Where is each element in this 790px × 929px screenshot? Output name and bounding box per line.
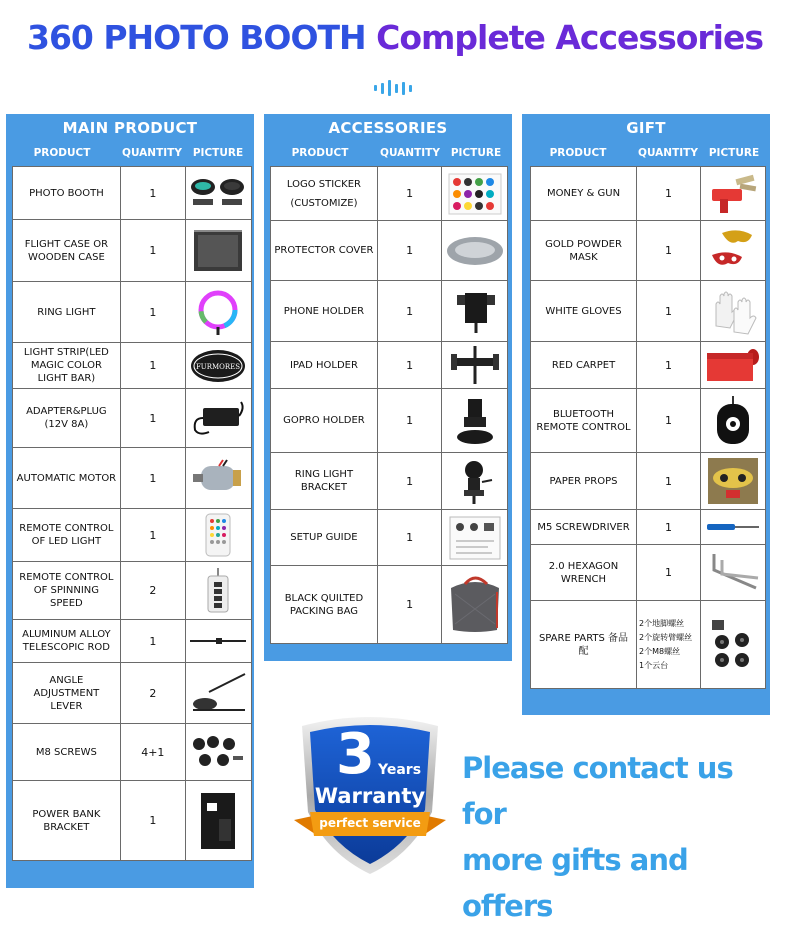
product-qty: 1: [377, 221, 442, 281]
page-title: [0, 18, 790, 57]
table-row: [271, 566, 508, 644]
accessories-table: [270, 166, 508, 644]
product-qty: 1: [377, 510, 442, 566]
spare-line: 2个旋转臂螺丝: [639, 632, 693, 642]
contact-line-2: more gifts and offers: [462, 843, 688, 923]
warranty-label: Warranty: [314, 784, 426, 808]
gloves-icon: [703, 286, 763, 336]
product-name: LOGO STICKER (CUSTOMIZE): [271, 167, 378, 221]
table-row: [13, 562, 252, 620]
table-row: [531, 167, 766, 221]
product-name: RING LIGHT BRACKET: [271, 453, 378, 510]
product-name: REMOTE CONTROL OF LED LIGHT: [13, 509, 121, 562]
paper-props-icon: [703, 456, 763, 506]
product-name: PHONE HOLDER: [271, 281, 378, 342]
product-qty: 2: [120, 562, 185, 620]
bluetooth-remote-icon: [703, 394, 763, 448]
product-name: PROTECTOR COVER: [271, 221, 378, 281]
product-qty: 1: [120, 282, 185, 343]
product-name: GOPRO HOLDER: [271, 389, 378, 453]
col-product: PRODUCT: [549, 147, 607, 159]
product-qty: 1: [637, 281, 701, 342]
angle-lever-icon: [188, 670, 249, 716]
product-name: SETUP GUIDE: [271, 510, 378, 566]
product-name: POWER BANK BRACKET: [13, 781, 121, 861]
panel-heading: GIFT: [626, 119, 666, 137]
product-name: LIGHT STRIP(LED MAGIC COLOR LIGHT BAR): [13, 343, 121, 389]
red-carpet-icon: [703, 347, 763, 383]
col-product: PRODUCT: [291, 147, 349, 159]
table-row: [13, 167, 252, 220]
adapter-icon: [188, 398, 249, 438]
table-row: [13, 663, 252, 724]
product-name: PHOTO BOOTH: [13, 167, 121, 220]
product-name: M8 SCREWS: [13, 724, 121, 781]
product-qty: 1: [377, 281, 442, 342]
light-strip-icon: [188, 347, 249, 385]
table-row: [531, 221, 766, 281]
table-row: [13, 509, 252, 562]
gift-panel: [522, 114, 770, 715]
sound-wave-icon: [374, 80, 412, 96]
product-name: MONEY & GUN: [531, 167, 637, 221]
product-name: IPAD HOLDER: [271, 342, 378, 389]
product-qty: 1: [120, 781, 185, 861]
hex-wrench-icon: [703, 550, 763, 596]
logo-sticker-icon: [444, 172, 505, 216]
product-name: ALUMINUM ALLOY TELESCOPIC ROD: [13, 620, 121, 663]
table-row: [13, 343, 252, 389]
warranty-years: Years: [378, 762, 422, 778]
table-row: [271, 510, 508, 566]
table-row: [13, 220, 252, 282]
power-bank-bracket-icon: [188, 789, 249, 853]
screws-icon: [188, 732, 249, 772]
mask-icon: [703, 227, 763, 275]
table-row: [531, 545, 766, 601]
svg-text:FURMORES: FURMORES: [196, 362, 241, 371]
product-name: PAPER PROPS: [531, 453, 637, 510]
table-row: [271, 453, 508, 510]
ring-light-icon: [188, 287, 249, 337]
warranty-ribbon: perfect service: [319, 816, 421, 830]
spare-line: 2个地脚螺丝: [639, 618, 685, 628]
product-qty: 1: [377, 389, 442, 453]
product-qty: 1: [637, 167, 701, 221]
accessories-panel: [264, 114, 512, 661]
col-picture: PICTURE: [708, 147, 760, 159]
col-quantity: QUANTITY: [380, 147, 440, 159]
telescopic-rod-icon: [188, 631, 249, 651]
gopro-holder-icon: [444, 395, 505, 447]
phone-holder-icon: [444, 287, 505, 335]
product-qty: 1: [637, 221, 701, 281]
product-name: BLACK QUILTED PACKING BAG: [271, 566, 378, 644]
product-qty: 1: [637, 389, 701, 453]
contact-message: [462, 745, 782, 929]
title-part-1: 360 PHOTO BOOTH: [26, 18, 366, 57]
col-product: PRODUCT: [33, 147, 91, 159]
flight-case-icon: [188, 227, 249, 275]
product-name: BLUETOOTH REMOTE CONTROL: [531, 389, 637, 453]
product-qty: 1: [120, 448, 185, 509]
photo-booth-icon: [188, 173, 249, 213]
led-remote-icon: [188, 512, 249, 558]
gift-table: [530, 166, 766, 689]
table-row: [271, 221, 508, 281]
product-qty: 1: [637, 453, 701, 510]
warranty-number: 3: [336, 722, 375, 787]
product-name: RED CARPET: [531, 342, 637, 389]
table-row: [271, 281, 508, 342]
table-row: [13, 448, 252, 509]
col-quantity: QUANTITY: [122, 147, 182, 159]
protector-cover-icon: [444, 231, 505, 271]
column-headers: [264, 140, 512, 166]
product-name: FLIGHT CASE OR WOODEN CASE: [13, 220, 121, 282]
table-row: [271, 167, 508, 221]
table-row: [531, 453, 766, 510]
product-name: REMOTE CONTROL OF SPINNING SPEED: [13, 562, 121, 620]
table-row: [13, 282, 252, 343]
col-quantity: QUANTITY: [638, 147, 698, 159]
ipad-holder-icon: [444, 344, 505, 386]
spare-line: 2个M8螺丝: [639, 646, 681, 656]
col-picture: PICTURE: [192, 147, 244, 159]
product-name: ANGLE ADJUSTMENT LEVER: [13, 663, 121, 724]
product-qty: 2: [120, 663, 185, 724]
product-name: M5 SCREWDRIVER: [531, 510, 637, 545]
product-qty: 1: [377, 167, 442, 221]
product-name: ADAPTER&PLUG (12V 8A): [13, 389, 121, 448]
product-qty: 1: [120, 220, 185, 282]
table-row: [13, 781, 252, 861]
table-row: [531, 389, 766, 453]
table-row: [13, 389, 252, 448]
product-name: WHITE GLOVES: [531, 281, 637, 342]
table-row: [531, 601, 766, 689]
panel-heading: ACCESSORIES: [328, 119, 448, 137]
product-qty: 1: [637, 342, 701, 389]
table-row: [531, 281, 766, 342]
speed-remote-icon: [188, 566, 249, 616]
product-name: GOLD POWDER MASK: [531, 221, 637, 281]
table-row: [13, 620, 252, 663]
col-picture: PICTURE: [450, 147, 502, 159]
spare-parts-icon: [703, 616, 763, 674]
spare-line: 1个云台: [639, 660, 669, 670]
product-qty: 1: [120, 509, 185, 562]
product-qty: 1: [377, 342, 442, 389]
ring-light-bracket-icon: [444, 456, 505, 506]
title-part-2: Complete Accessories: [376, 18, 764, 57]
product-qty: 1: [637, 510, 701, 545]
column-headers: [522, 140, 770, 166]
product-qty: 1: [120, 343, 185, 389]
table-row: [531, 510, 766, 545]
warranty-badge: [292, 712, 448, 878]
screwdriver-icon: [703, 520, 763, 534]
table-row: [531, 342, 766, 389]
product-name: 2.0 HEXAGON WRENCH: [531, 545, 637, 601]
main-product-table: [12, 166, 252, 861]
product-qty: 1: [120, 620, 185, 663]
table-row: [271, 342, 508, 389]
setup-guide-icon: [444, 515, 505, 561]
contact-line-1: Please contact us for: [462, 751, 733, 831]
motor-icon: [188, 456, 249, 500]
product-qty: 1: [120, 389, 185, 448]
product-name: SPARE PARTS 备品配: [531, 601, 637, 689]
product-name: AUTOMATIC MOTOR: [13, 448, 121, 509]
table-row: [271, 389, 508, 453]
product-qty: 1: [637, 545, 701, 601]
panel-heading: MAIN PRODUCT: [62, 119, 198, 137]
money-gun-icon: [703, 171, 763, 217]
product-qty: 1: [377, 566, 442, 644]
table-row: [13, 724, 252, 781]
product-name: RING LIGHT: [13, 282, 121, 343]
packing-bag-icon: [444, 574, 505, 636]
column-headers: [6, 140, 254, 166]
main-product-panel: [6, 114, 254, 888]
product-qty: 1: [120, 167, 185, 220]
product-qty: 1: [377, 453, 442, 510]
product-qty: 4+1: [120, 724, 185, 781]
spare-parts-qty: [637, 601, 701, 689]
